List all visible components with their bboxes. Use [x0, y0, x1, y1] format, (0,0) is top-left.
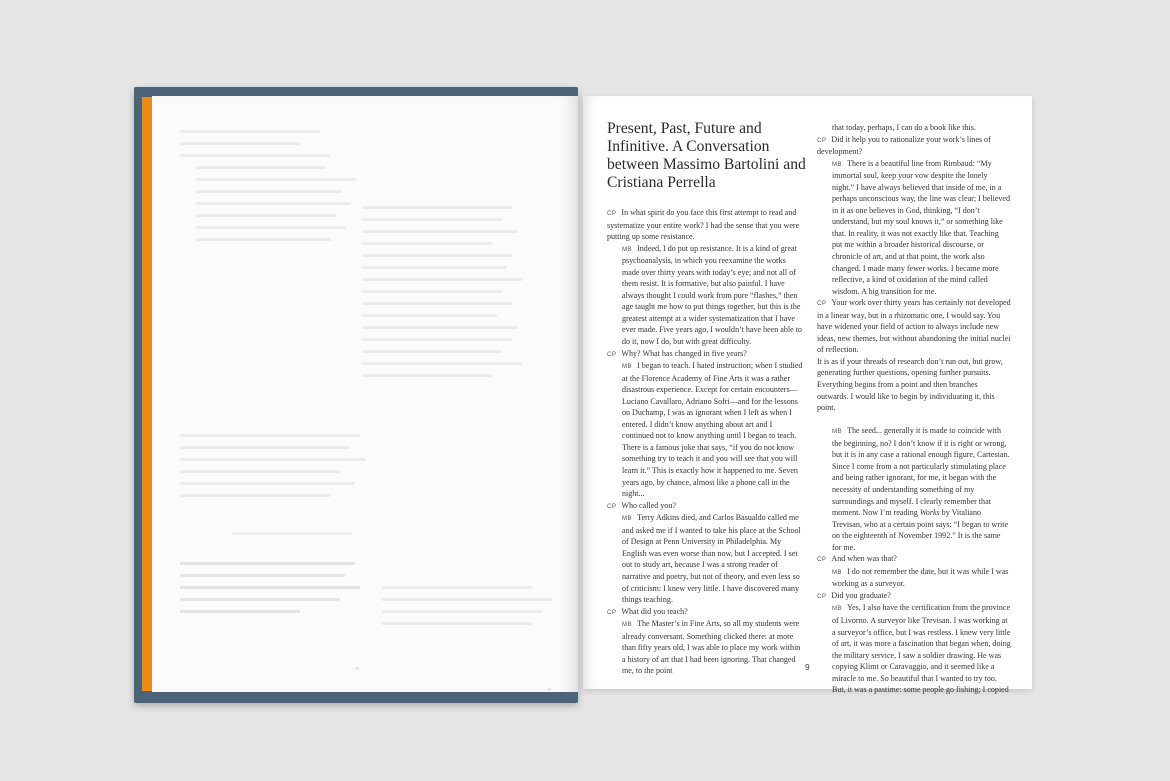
left-page [152, 96, 578, 692]
interview-answer-continued: that today, perhaps, I can do a book like this. [832, 123, 976, 132]
show-through-line [180, 458, 365, 461]
page-number: 9 [805, 662, 810, 672]
show-through-line [362, 326, 517, 329]
interview-question: CP Did you graduate? [817, 590, 891, 600]
speaker-label: MB [832, 160, 843, 168]
interview-answer: MB I began to teach. I hated instruction; when I studied at the Florence Academy of Fine Arts it was a rather disastrous experience. Except for certain encounters—Luciano Cavallaro, Adriano Sofri—and for the lessons on Duchamp, I was as ignorant when I left as when I entered. I didn’t know anything about art and I continued not to know anything until I began to teach. There is a famous joke that says, “if you do not know something try to teach it and you will see that you will learn it.” This is exactly how it happened to me. Seven years ago, by chance, almost like a phone call in the night... [622, 361, 803, 499]
show-through-line [362, 338, 512, 341]
article-title: Present, Past, Future and Infinitive. A Conversation between Massimo Bartolini and Cristiana Perrella [607, 120, 806, 191]
show-through-line [180, 494, 330, 497]
show-through-line [180, 154, 330, 157]
show-through-line [362, 278, 522, 281]
speaker-label: MB [622, 621, 633, 629]
speaker-label: CP [817, 556, 827, 564]
speaker-label: MB [622, 515, 633, 523]
speaker-label: CP [607, 608, 617, 616]
show-through-line [362, 362, 522, 365]
interview-answer: MB The seed... generally it is made to coincide with the beginning, no? I don’t know if it is right or wrong, but it is in any case a rational enough figure, Cartesian. Since I come from a not particularly stimulating place and being rather ignorant, for me, it began with the necessity of understanding something of my surroundings and myself. I clearly remember that moment. Now I’m reading Works by Vitaliano Trevisan, who at a certain point says: “I began to write on the eighteenth of November 1992.” It is the same for me. [832, 426, 1010, 552]
interview-answer: MB There is a beautiful line from Rimbaud: “My immortal soul, keep your vow despite the lonely night.” I have always believed that inside of me, in a perhaps unconscious way, the line was clear; I believed in it as one believes in God, thinking, “I don’t understand, but my soul knows it,” or something like that. In reality, it was not exactly like that. Teaching put me within a broader historical discourse, or chronicle of art, and at that point, the work also changed. I made many fewer works. I became more reflective, a kind of oxidation of the mind called wisdom. A big transition for me. [832, 158, 1011, 296]
show-through-line [382, 610, 542, 613]
interview-question: CP In what spirit do you face this first attempt to read and systematize your entire work? I had the sense that you were putting up some resistance. [607, 208, 800, 242]
show-through-line [382, 586, 532, 589]
show-through-line [180, 562, 355, 565]
show-through-line [196, 226, 346, 229]
show-through-line [196, 238, 331, 241]
show-through-folio [356, 667, 359, 670]
interview-question-continued: It is as if your threads of research don’t run out, but grow, generating further questions, opening further pursuits. Everything begins from a point and then branches outwards. I would like to begin by individuating it, this point. [817, 356, 1003, 413]
show-through-line [180, 574, 345, 577]
interview-answer: MB Terry Adkins died, and Carlos Basualdo called me and asked me if I wanted to take his place at the School of Design at Penn University in Philadelphia. My English was even worse than now, but I accepted. I set out to study art, because I was a strong reader of narrative and poetry, but not of theory, and even less so of criticism: I knew very little. I have discovered many things teaching. [622, 513, 801, 605]
speaker-label: MB [832, 428, 843, 436]
show-through-line [382, 622, 532, 625]
show-through-line [196, 202, 351, 205]
show-through-line [196, 214, 336, 217]
speaker-label: MB [622, 245, 633, 253]
interview-question: CP Did it help you to rationalize your work’s lines of development? [817, 134, 991, 157]
show-through-line [180, 598, 340, 601]
show-through-line [180, 610, 300, 613]
show-through-line [362, 290, 502, 293]
speaker-label: CP [817, 592, 827, 600]
speaker-label: CP [607, 350, 617, 358]
show-through-line [180, 482, 355, 485]
interview-question: CP Who called you? [607, 500, 676, 510]
show-through-line [180, 142, 300, 145]
interview-answer: MB Yes, I also have the certification from the province of Livorno. A surveyor like Trevisan. I was working at a surveyor’s office, but I was restless. I knew very little of art, it was more a fascination that began when, doing the military service, I saw a soldier drawing. He was copying Klimt or Caravaggio, and it seemed like a miracle to me. So beautiful that I wanted to try too. But, it was a pastime: some people go fishing; I copied [832, 603, 1011, 695]
speaker-label: CP [607, 502, 617, 510]
show-through-line [180, 586, 360, 589]
show-through-line [196, 178, 356, 181]
show-through-line [362, 350, 502, 353]
show-through-line [362, 314, 497, 317]
interview-question: CP What did you teach? [607, 606, 688, 616]
speaker-label: CP [607, 210, 617, 217]
speaker-label: MB [622, 363, 633, 371]
show-through-line [180, 470, 340, 473]
show-through-line [362, 206, 512, 209]
show-through-line [362, 218, 502, 221]
speaker-label: CP [817, 300, 827, 308]
show-through-line [362, 266, 507, 269]
text-column-left [607, 207, 805, 677]
show-through-line [362, 302, 512, 305]
speaker-label: CP [817, 136, 827, 144]
book-title-italic: Works [919, 508, 940, 518]
show-through-line [382, 598, 552, 601]
text-column-right [817, 122, 1011, 696]
interview-question: CP And when was that? [817, 554, 897, 564]
show-through-line [180, 130, 320, 133]
speaker-label: MB [832, 605, 843, 613]
show-through-line [362, 230, 517, 233]
interview-answer: MB I do not remember the date, but it was while I was working as a surveyor. [832, 566, 1009, 589]
show-through-line [362, 254, 512, 257]
show-through-line [196, 166, 326, 169]
show-through-line [180, 434, 360, 437]
interview-question: CP Why? What has changed in five years? [607, 348, 747, 358]
show-through-line [180, 446, 350, 449]
show-through-line [196, 190, 341, 193]
right-page [583, 96, 1032, 695]
show-through-line [362, 374, 492, 377]
speaker-label: MB [832, 568, 843, 576]
interview-answer: MB Indeed, I do put up resistance. It is a kind of great psychoanalysis, in which you reexamine the works made over thirty years with today’s eye; and not all of them resist. It is formative, but also painful. I have always thought I could work from pure “flashes,” then age taught me how to put things together, but this is the greatest attempt at a wider systematization that I have ever made. Five years ago, I wouldn’t have been able to do it, now I do, but with great difficulty. [622, 243, 802, 347]
interview-answer: MB The Master’s in Fine Arts, so all my students were already conversant. Something clicked there: at more than fifty years old, I was able to place my work within a history of art that I had been ignoring. That changed me, to the point [622, 619, 801, 676]
show-through-line [362, 242, 492, 245]
show-through-mark [548, 688, 551, 691]
show-through-line [232, 532, 352, 535]
interview-question: CP Your work over thirty years has certainly not developed in a linear way, but in a rhizomatic one, I would say. You have widened your field of action to always include new ideas, new themes, but without abandoning the initial nuclei of reflection. [817, 298, 1011, 355]
